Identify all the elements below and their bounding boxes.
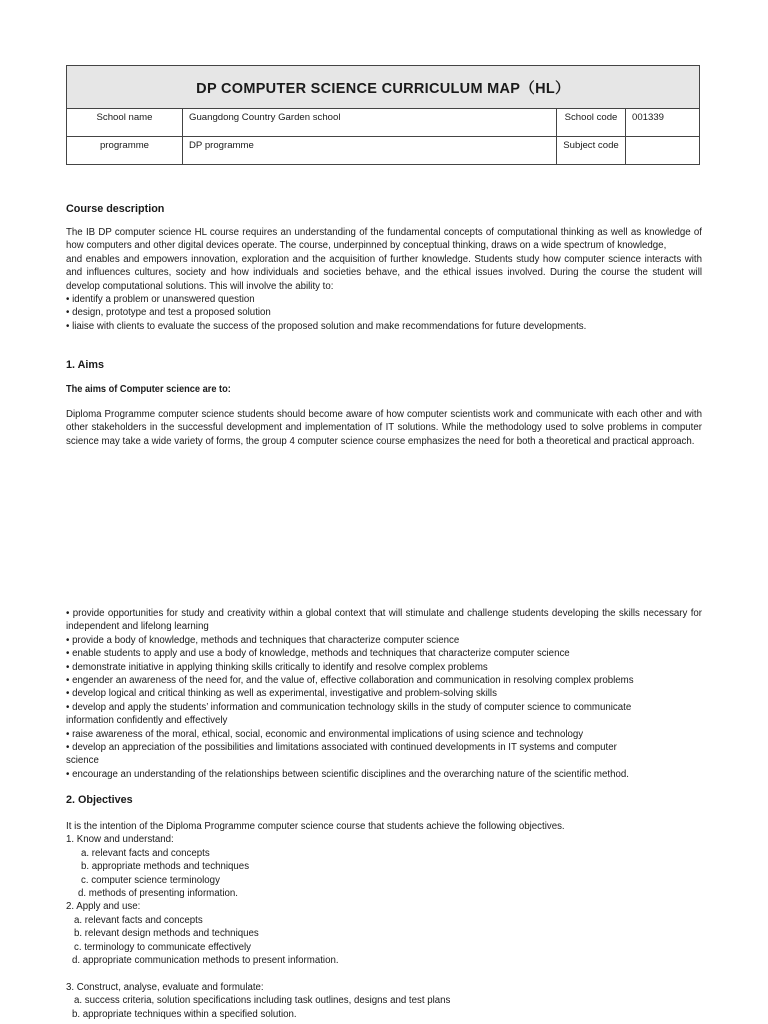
aims-bullet: • provide a body of knowledge, methods and techniques that characterize computer science: [66, 634, 460, 646]
objectives-list: [66, 820, 702, 1021]
school-code-value: 001339: [626, 109, 700, 137]
aims-bullet: • develop and apply the students’ information and communication technology skills in the study of computer science to communicate: [66, 701, 632, 713]
objective-item: b. relevant design methods and techniques: [74, 928, 259, 940]
objective-item: b. appropriate techniques within a specified solution.: [72, 1008, 297, 1020]
objective-item: a. relevant facts and concepts: [81, 847, 210, 859]
aims-bullet: • demonstrate initiative in applying thinking skills critically to identify and resolve complex problems: [66, 661, 488, 673]
course-description-heading: Course description: [66, 203, 165, 215]
objective-item: d. methods of presenting information.: [78, 888, 238, 900]
aims-intro: Diploma Programme computer science students should become aware of how computer scientists work and communicate with each other and with other stakeholders in the successful development and implementation of IT solutions. While the methodology used to solve problems in computer science may take a wide variety of forms, the group 4 computer science course emphasizes the need for both a theoretical and practical approach.: [66, 409, 702, 447]
objectives-heading: 2. Objectives: [66, 794, 133, 806]
aims-bullet: • engender an awareness of the need for, and the value of, effective collaboration and communication in resolving complex problems: [66, 675, 634, 687]
aims-heading-block: [66, 359, 702, 372]
aims-bullet: • raise awareness of the moral, ethical, social, economic and environmental implications of using science and technology: [66, 728, 584, 740]
aims-subheading-block: [66, 383, 702, 396]
school-name-label: School name: [67, 109, 183, 137]
programme-value: DP programme: [183, 137, 557, 165]
aims-bullet: • enable students to apply and use a body of knowledge, methods and techniques that characterize computer science: [66, 648, 570, 660]
objectives-heading-block: [66, 794, 702, 807]
document-title: DP COMPUTER SCIENCE CURRICULUM MAP（HL）: [67, 66, 700, 109]
objective-item: b. appropriate methods and techniques: [81, 861, 250, 873]
objective-item: c. computer science terminology: [81, 874, 220, 886]
objective-group-title: 1. Know and understand:: [66, 834, 174, 846]
programme-label: programme: [67, 137, 183, 165]
header-table: [66, 65, 700, 165]
aims-bullet: • provide opportunities for study and creativity within a global context that will stimulate and challenge students developing the skills necessary for independent and lifelong learning: [66, 608, 702, 633]
aims-bullet-continued: science: [66, 755, 99, 767]
objectives-intro: It is the intention of the Diploma Programme computer science course that students achieve the following objectives.: [66, 821, 565, 832]
objective-item: a. relevant facts and concepts: [74, 914, 203, 926]
aims-bullet: • develop an appreciation of the possibilities and limitations associated with continued developments in IT systems and computer: [66, 742, 617, 754]
course-description-body: [66, 226, 702, 333]
aims-intro-block: [66, 408, 702, 448]
course-bullet: • design, prototype and test a proposed solution: [66, 307, 271, 319]
aims-heading: 1. Aims: [66, 359, 105, 371]
course-description-section: [66, 203, 702, 216]
aims-bullet-continued: information confidently and effectively: [66, 715, 228, 727]
subject-code-label: Subject code: [557, 137, 626, 165]
objective-item: d. appropriate communication methods to present information.: [72, 955, 339, 967]
subject-code-value: [626, 137, 700, 165]
course-bullet: • liaise with clients to evaluate the success of the proposed solution and make recommendations for future developments.: [66, 320, 587, 332]
objective-item: c. terminology to communicate effectively: [74, 941, 251, 953]
aims-list: [66, 607, 702, 781]
course-para-2: and enables and empowers innovation, exploration and the acquisition of further knowledge. Students study how computer science interacts with and influences cultures, society and how individuals and societies behave, and the ethical issues involved. During the course the student will develop computational solutions. This will involve the ability to:: [66, 253, 702, 292]
objective-group-title: 3. Construct, analyse, evaluate and formulate:: [66, 981, 264, 993]
objective-item: a. success criteria, solution specifications including task outlines, designs and test plans: [74, 995, 451, 1007]
aims-bullet: • encourage an understanding of the relationships between scientific disciplines and the overarching nature of the scientific method.: [66, 768, 629, 780]
school-code-label: School code: [557, 109, 626, 137]
aims-subheading: The aims of Computer science are to:: [66, 383, 231, 395]
course-bullet: • identify a problem or unanswered question: [66, 294, 255, 306]
objective-group-title: 2. Apply and use:: [66, 901, 141, 913]
course-para-1: The IB DP computer science HL course requires an understanding of the fundamental concepts of computational thinking as well as knowledge of how computers and other digital devices operate. The course, underpinned by conceptual thinking, draws on a wide spectrum of knowledge,: [66, 227, 702, 252]
aims-bullet: • develop logical and critical thinking as well as experimental, investigative and problem-solving skills: [66, 688, 497, 700]
blank-line: [66, 967, 702, 980]
school-name-value: Guangdong Country Garden school: [183, 109, 557, 137]
